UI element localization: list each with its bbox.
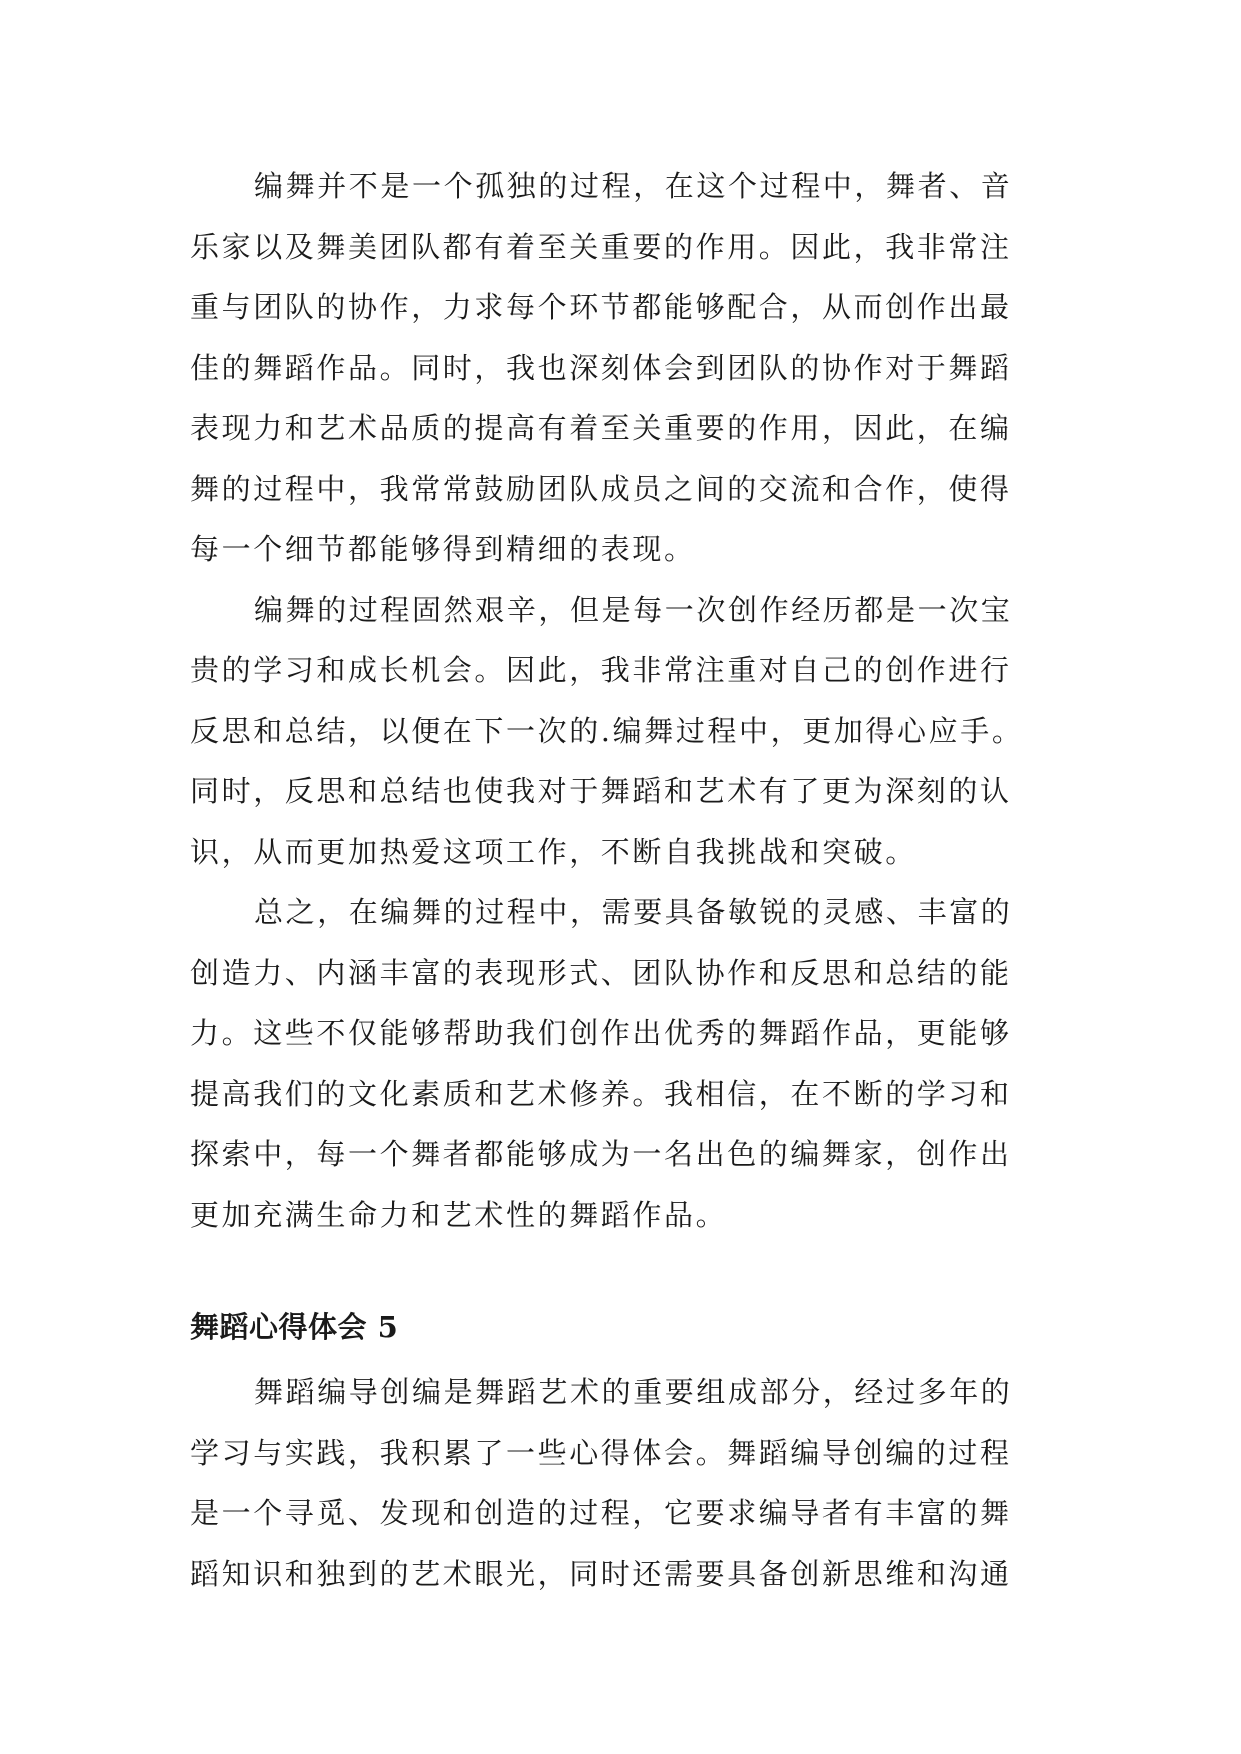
text-line: 提高我们的文化素质和艺术修养。我相信，在不断的学习和 — [190, 1076, 1012, 1111]
text-line: 佳的舞蹈作品。同时，我也深刻体会到团队的协作对于舞蹈 — [190, 350, 1012, 385]
paragraph-choreography-intro — [190, 1362, 1050, 1604]
text-line: 创造力、内涵丰富的表现形式、团队协作和反思和总结的能 — [190, 955, 1012, 990]
text-line: 学习与实践，我积累了一些心得体会。舞蹈编导创编的过程 — [190, 1435, 1012, 1470]
text-line: 同时，反思和总结也使我对于舞蹈和艺术有了更为深刻的认 — [190, 774, 1012, 808]
text-line: 表现力和艺术品质的提高有着至关重要的作用，因此，在编 — [190, 411, 1012, 445]
text-line: 乐家以及舞美团队都有着至关重要的作用。因此，我非常注 — [190, 229, 1012, 264]
text-line: 更加充满生命力和艺术性的舞蹈作品。 — [190, 1197, 728, 1232]
text-line: 是一个寻觅、发现和创造的过程，它要求编导者有丰富的舞 — [190, 1496, 1012, 1530]
text-line: 识，从而更加热爱这项工作，不断自我挑战和突破。 — [190, 834, 917, 869]
text-line: 反思和总结，以便在下一次的.编舞过程中，更加得心应手。 — [190, 713, 1024, 748]
paragraph-conclusion — [190, 882, 1050, 1245]
text-line: 每一个细节都能够得到精细的表现。 — [190, 532, 696, 566]
text-line: 贵的学习和成长机会。因此，我非常注重对自己的创作进行 — [190, 653, 1012, 687]
text-line: 蹈知识和独到的艺术眼光，同时还需要具备创新思维和沟通 — [190, 1556, 1012, 1591]
text-line: 舞蹈编导创编是舞蹈艺术的重要组成部分，经过多年的 — [254, 1375, 1013, 1409]
section-spacer — [190, 1245, 1050, 1297]
text-line: 编舞并不是一个孤独的过程，在这个过程中，舞者、音 — [254, 169, 1013, 203]
section-heading: 舞蹈心得体会 5 — [190, 1310, 399, 1344]
text-line: 舞的过程中，我常常鼓励团队成员之间的交流和合作，使得 — [190, 471, 1012, 506]
text-line: 编舞的过程固然艰辛，但是每一次创作经历都是一次宝 — [254, 592, 1013, 627]
text-line: 重与团队的协作，力求每个环节都能够配合，从而创作出最 — [190, 290, 1012, 324]
text-line: 探索中，每一个舞者都能够成为一名出色的编舞家，创作出 — [190, 1137, 1012, 1171]
text-line: 总之，在编舞的过程中，需要具备敏锐的灵感、丰富的 — [254, 895, 1013, 929]
paragraph-teamwork — [190, 156, 1050, 580]
paragraph-reflection — [190, 580, 1050, 883]
text-line: 力。这些不仅能够帮助我们创作出优秀的舞蹈作品，更能够 — [190, 1016, 1012, 1050]
document-page — [190, 156, 1050, 1604]
